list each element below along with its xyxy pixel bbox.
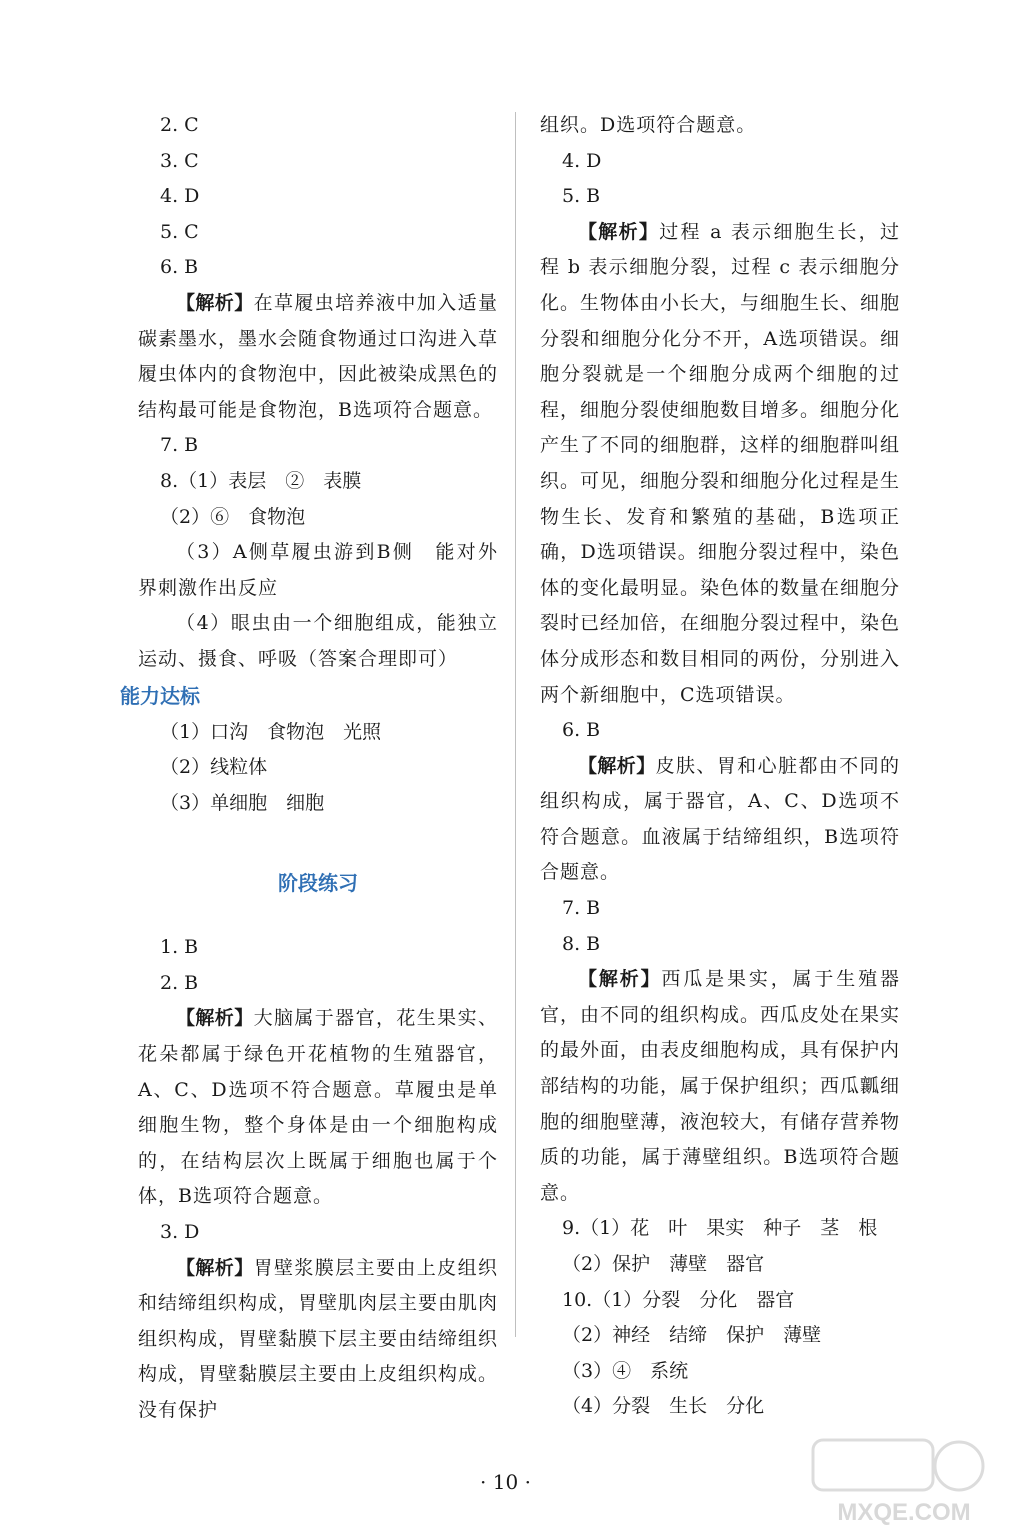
analysis-text: 大脑属于器官，花生果实、花朵都属于绿色开花植物的生殖器官，A、C、D选项不符合题意。草履虫是单细胞生物，整个身体是由一个细胞构成的，在结构层次上既属于细胞也属于个体，B选项符合题意。 <box>138 1007 498 1208</box>
analysis-tag: 【解析】 <box>578 220 660 243</box>
stage-answer-8: 8. B <box>562 932 601 955</box>
stage-answer-10-3: （3）④ 系统 <box>562 1359 689 1382</box>
stage-answer-1: 1. B <box>160 936 199 959</box>
answer-8-3: （3）A侧草履虫游到B侧 能对外界刺激作出反应 <box>138 541 498 599</box>
answer-7: 7. B <box>160 434 199 457</box>
stage-answer-9-1: 9.（1）花 叶 果实 种子 茎 根 <box>562 1217 878 1240</box>
analysis-text: 西瓜是果实，属于生殖器官，由不同的组织构成。西瓜皮处在果实的最外面，由表皮细胞构成，具有保护内部结构的功能，属于保护组织；西瓜瓤细胞的细胞壁薄，液泡较大，有储存营养物质的功能，属于薄壁组织。B选项符合题意。 <box>540 968 901 1204</box>
analysis-stage-6 <box>540 749 900 891</box>
analysis-tag: 【解析】 <box>176 1007 254 1030</box>
watermark-logo <box>809 1436 999 1528</box>
answer-5: 5. C <box>160 220 199 243</box>
answer-8-4: （4）眼虫由一个细胞组成，能独立运动、摄食、呼吸（答案合理即可） <box>138 612 498 670</box>
watermark-text: MXQE.COM <box>837 1499 971 1526</box>
analysis-tag: 【解析】 <box>176 1256 254 1279</box>
page-number: · 10 · <box>480 1470 531 1494</box>
analysis-tag: 【解析】 <box>578 968 662 991</box>
stage-answer-4: 4. D <box>562 149 602 172</box>
analysis-stage-3 <box>138 1251 498 1429</box>
stage-answer-6: 6. B <box>562 719 601 742</box>
analysis-6 <box>138 286 498 428</box>
ability-heading: 能力达标 <box>120 683 200 708</box>
analysis-continuation: 组织。D选项符合题意。 <box>540 114 757 136</box>
stage-answer-5: 5. B <box>562 185 601 208</box>
analysis-stage-2 <box>138 1001 498 1215</box>
column-divider <box>515 112 516 1337</box>
analysis-text: 在草履虫培养液中加入适量碳素墨水，墨水会随食物通过口沟进入草履虫体内的食物泡中，因此被染成黑色的结构最可能是食物泡，B选项符合题意。 <box>138 291 499 421</box>
analysis-text: 过程 a 表示细胞生长，过程 b 表示细胞分裂，过程 c 表示细胞分化。生物体由小长大，与细胞生长、细胞分裂和细胞分化分不开，A选项错误。细胞分裂就是一个细胞分成两个细胞的过程，细胞分裂使细胞数目增多。细胞分化产生了不同的细胞群，这样的细胞群叫组织。可见，细胞分裂和细胞分化过程是生物生长、发育和繁殖的基础，B选项正确，D选项错误。细胞分裂过程中，染色体的变化最明显。染色体的数量在细胞分裂时已经加倍，在细胞分裂过程中，染色体分成形态和数目相同的两份，分别进入两个新细胞中，C选项错误。 <box>540 220 901 706</box>
analysis-tag: 【解析】 <box>176 291 254 314</box>
analysis-text: 皮肤、胃和心脏都由不同的组织构成，属于器官，A、C、D选项不符合题意。血液属于结缔组织，B选项符合题意。 <box>540 754 900 884</box>
ability-answer-2: （2）线粒体 <box>160 756 268 779</box>
stage-answer-10-1: 10.（1）分裂 分化 器官 <box>562 1288 795 1311</box>
ability-answer-3: （3）单细胞 细胞 <box>160 791 325 814</box>
analysis-tag: 【解析】 <box>578 754 656 777</box>
analysis-text: 胃壁浆膜层主要由上皮组织和结缔组织构成，胃壁肌肉层主要由肌肉组织构成，胃壁黏膜下层主要由结缔组织构成，胃壁黏膜层主要由上皮组织构成。没有保护 <box>138 1256 499 1421</box>
right-column <box>540 108 900 1425</box>
analysis-stage-8 <box>540 962 900 1211</box>
analysis-stage-5 <box>540 215 900 713</box>
answer-8-1: 8.（1）表层 ② 表膜 <box>160 469 362 492</box>
answer-2: 2. C <box>160 114 199 136</box>
answer-3: 3. C <box>160 149 199 172</box>
stage-answer-10-4: （4）分裂 生长 分化 <box>562 1395 765 1418</box>
answer-6: 6. B <box>160 256 199 279</box>
stage-answer-7: 7. B <box>562 897 601 920</box>
answer-4: 4. D <box>160 185 200 208</box>
left-column <box>120 108 499 1429</box>
stage-answer-10-2: （2）神经 结缔 保护 薄壁 <box>562 1324 822 1347</box>
stage-answer-3: 3. D <box>160 1221 200 1244</box>
answer-8-2: （2）⑥ 食物泡 <box>160 505 306 528</box>
stage-answer-9-2: （2）保护 薄壁 器官 <box>562 1253 765 1275</box>
stage-heading: 阶段练习 <box>278 871 358 896</box>
stage-answer-2: 2. B <box>160 971 199 994</box>
ability-answer-1: （1）口沟 食物泡 光照 <box>160 720 382 743</box>
